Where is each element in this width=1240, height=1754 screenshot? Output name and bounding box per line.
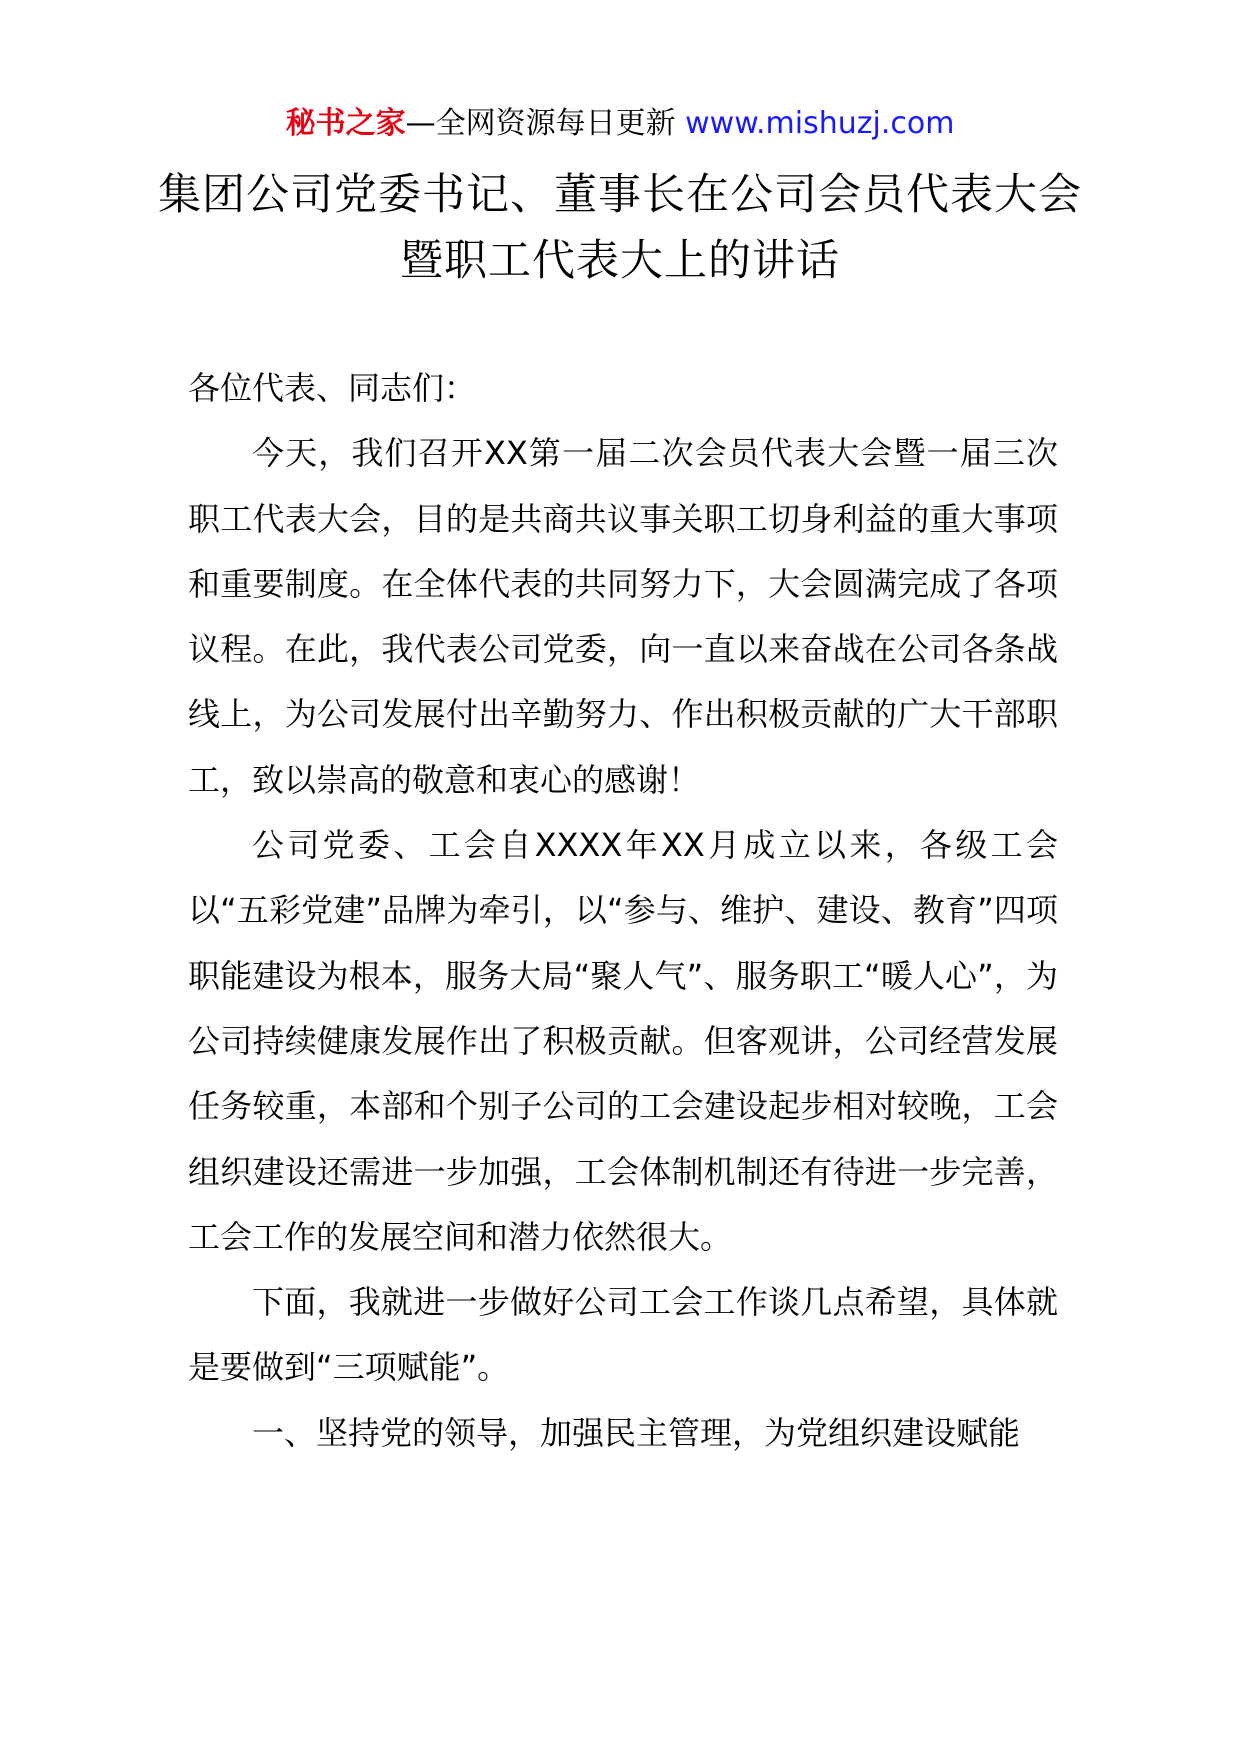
site-tagline: —全网资源每日更新 xyxy=(405,106,686,141)
section-heading-1: 一、坚持党的领导，加强民主管理，为党组织建设赋能 xyxy=(252,1413,1021,1452)
brand-name: 秘书之家 xyxy=(285,106,406,141)
paragraph-1: 今天，我们召开XX第一届二次会员代表大会暨一届三次职工代表大会，目的是共商共议事关职工切身利益的重大事项和重要制度。在全体代表的共同努力下，大会圆满完成了各项议程。在此，我代表公司党委，向一直以来奋战在公司各条战线上，为公司发展付出辛勤努力、作出积极贡献的广大干部职工，致以崇高的敬意和衷心的感谢！ xyxy=(188,434,1058,799)
document-body xyxy=(188,356,1058,1466)
site-header xyxy=(0,100,1240,148)
site-url-link[interactable]: www.mishuzj.com xyxy=(685,106,955,141)
paragraph-3: 下面，我就进一步做好公司工会工作谈几点希望，具体就是要做到“三项赋能”。 xyxy=(188,1283,1058,1387)
paragraph-2: 公司党委、工会自XXXX年XX月成立以来，各级工会以“五彩党建”品牌为牵引，以“参与、维护、建设、教育”四项职能建设为根本，服务大局“聚人气”、服务职工“暖人心”，为公司持续健康发展作出了积极贡献。但客观讲，公司经营发展任务较重，本部和个别子公司的工会建设起步相对较晚，工会组织建设还需进一步加强，工会体制机制还有待进一步完善，工会工作的发展空间和潜力依然很大。 xyxy=(188,826,1058,1256)
salutation: 各位代表、同志们： xyxy=(188,369,477,407)
document-title: 集团公司党委书记、董事长在公司会员代表大会暨职工代表大上的讲话 xyxy=(158,170,1082,286)
